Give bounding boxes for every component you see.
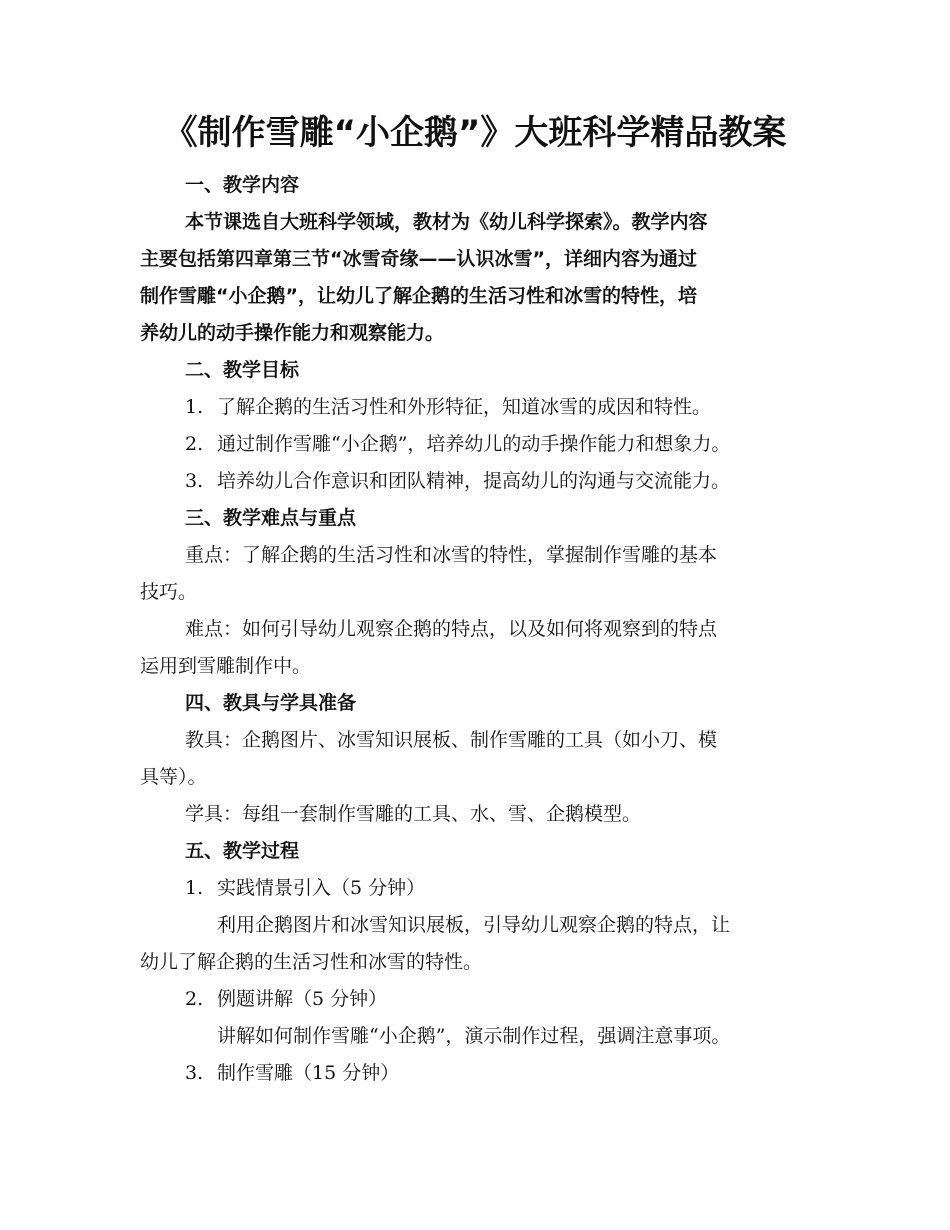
list-item-text: 实践情景引入（5 分钟）: [217, 877, 426, 899]
list-item-number: 2.: [185, 988, 204, 1010]
section-heading-process: 五、教学过程: [185, 840, 300, 862]
paragraph-line: 运用到雪雕制作中。: [140, 655, 312, 677]
list-item: [185, 430, 730, 458]
list-item-number: 2.: [185, 433, 204, 455]
list-item-number: 1.: [185, 396, 204, 418]
list-item: [185, 1059, 399, 1087]
list-item-text: 培养幼儿合作意识和团队精神，提高幼儿的沟通与交流能力。: [217, 470, 731, 492]
paragraph-line: 本节课选自大班科学领域，教材为《幼儿科学探索》。教学内容: [185, 211, 708, 233]
list-item-number: 3.: [185, 1062, 204, 1084]
paragraph-line: 利用企鹅图片和冰雪知识展板，引导幼儿观察企鹅的特点，让: [217, 914, 731, 936]
paragraph-line: 制作雪雕“小企鹅”，让幼儿了解企鹅的生活习性和冰雪的特性，培: [140, 285, 697, 307]
paragraph-line: 教具：企鹅图片、冰雪知识展板、制作雪雕的工具（如小刀、模: [185, 729, 718, 751]
section-heading-key-points: 三、教学难点与重点: [185, 507, 357, 529]
list-item-number: 3.: [185, 470, 204, 492]
list-item-text: 制作雪雕（15 分钟）: [217, 1062, 400, 1084]
paragraph-line: 养幼儿的动手操作能力和观察能力。: [140, 322, 445, 344]
paragraph-line: 难点：如何引导幼儿观察企鹅的特点，以及如何将观察到的特点: [185, 618, 718, 640]
list-item-text: 例题讲解（5 分钟）: [217, 988, 388, 1010]
paragraph-line: 技巧。: [140, 581, 198, 603]
document-title: 《制作雪雕“小企鹅”》大班科学精品教案: [163, 113, 787, 153]
list-item: [185, 985, 387, 1013]
paragraph-line: 主要包括第四章第三节“冰雪奇缘——认识冰雪”，详细内容为通过: [140, 248, 697, 270]
paragraph-line: 具等）。: [140, 766, 207, 788]
list-item: [185, 874, 425, 902]
paragraph-line: 幼儿了解企鹅的生活习性和冰雪的特性。: [140, 951, 483, 973]
list-item-text: 了解企鹅的生活习性和外形特征，知道冰雪的成因和特性。: [217, 396, 712, 418]
list-item: [185, 467, 730, 495]
section-heading-content: 一、教学内容: [185, 174, 300, 196]
list-item-number: 1.: [185, 877, 204, 899]
list-item-text: 通过制作雪雕“小企鹅”，培养幼儿的动手操作能力和想象力。: [217, 433, 731, 455]
list-item: [185, 393, 711, 421]
section-heading-materials: 四、教具与学具准备: [185, 692, 357, 714]
section-heading-objectives: 二、教学目标: [185, 359, 300, 381]
paragraph-line: 学具：每组一套制作雪雕的工具、水、雪、企鹅模型。: [185, 803, 642, 825]
paragraph-line: 讲解如何制作雪雕“小企鹅”，演示制作过程，强调注意事项。: [217, 1025, 731, 1047]
paragraph-line: 重点：了解企鹅的生活习性和冰雪的特性，掌握制作雪雕的基本: [185, 544, 718, 566]
